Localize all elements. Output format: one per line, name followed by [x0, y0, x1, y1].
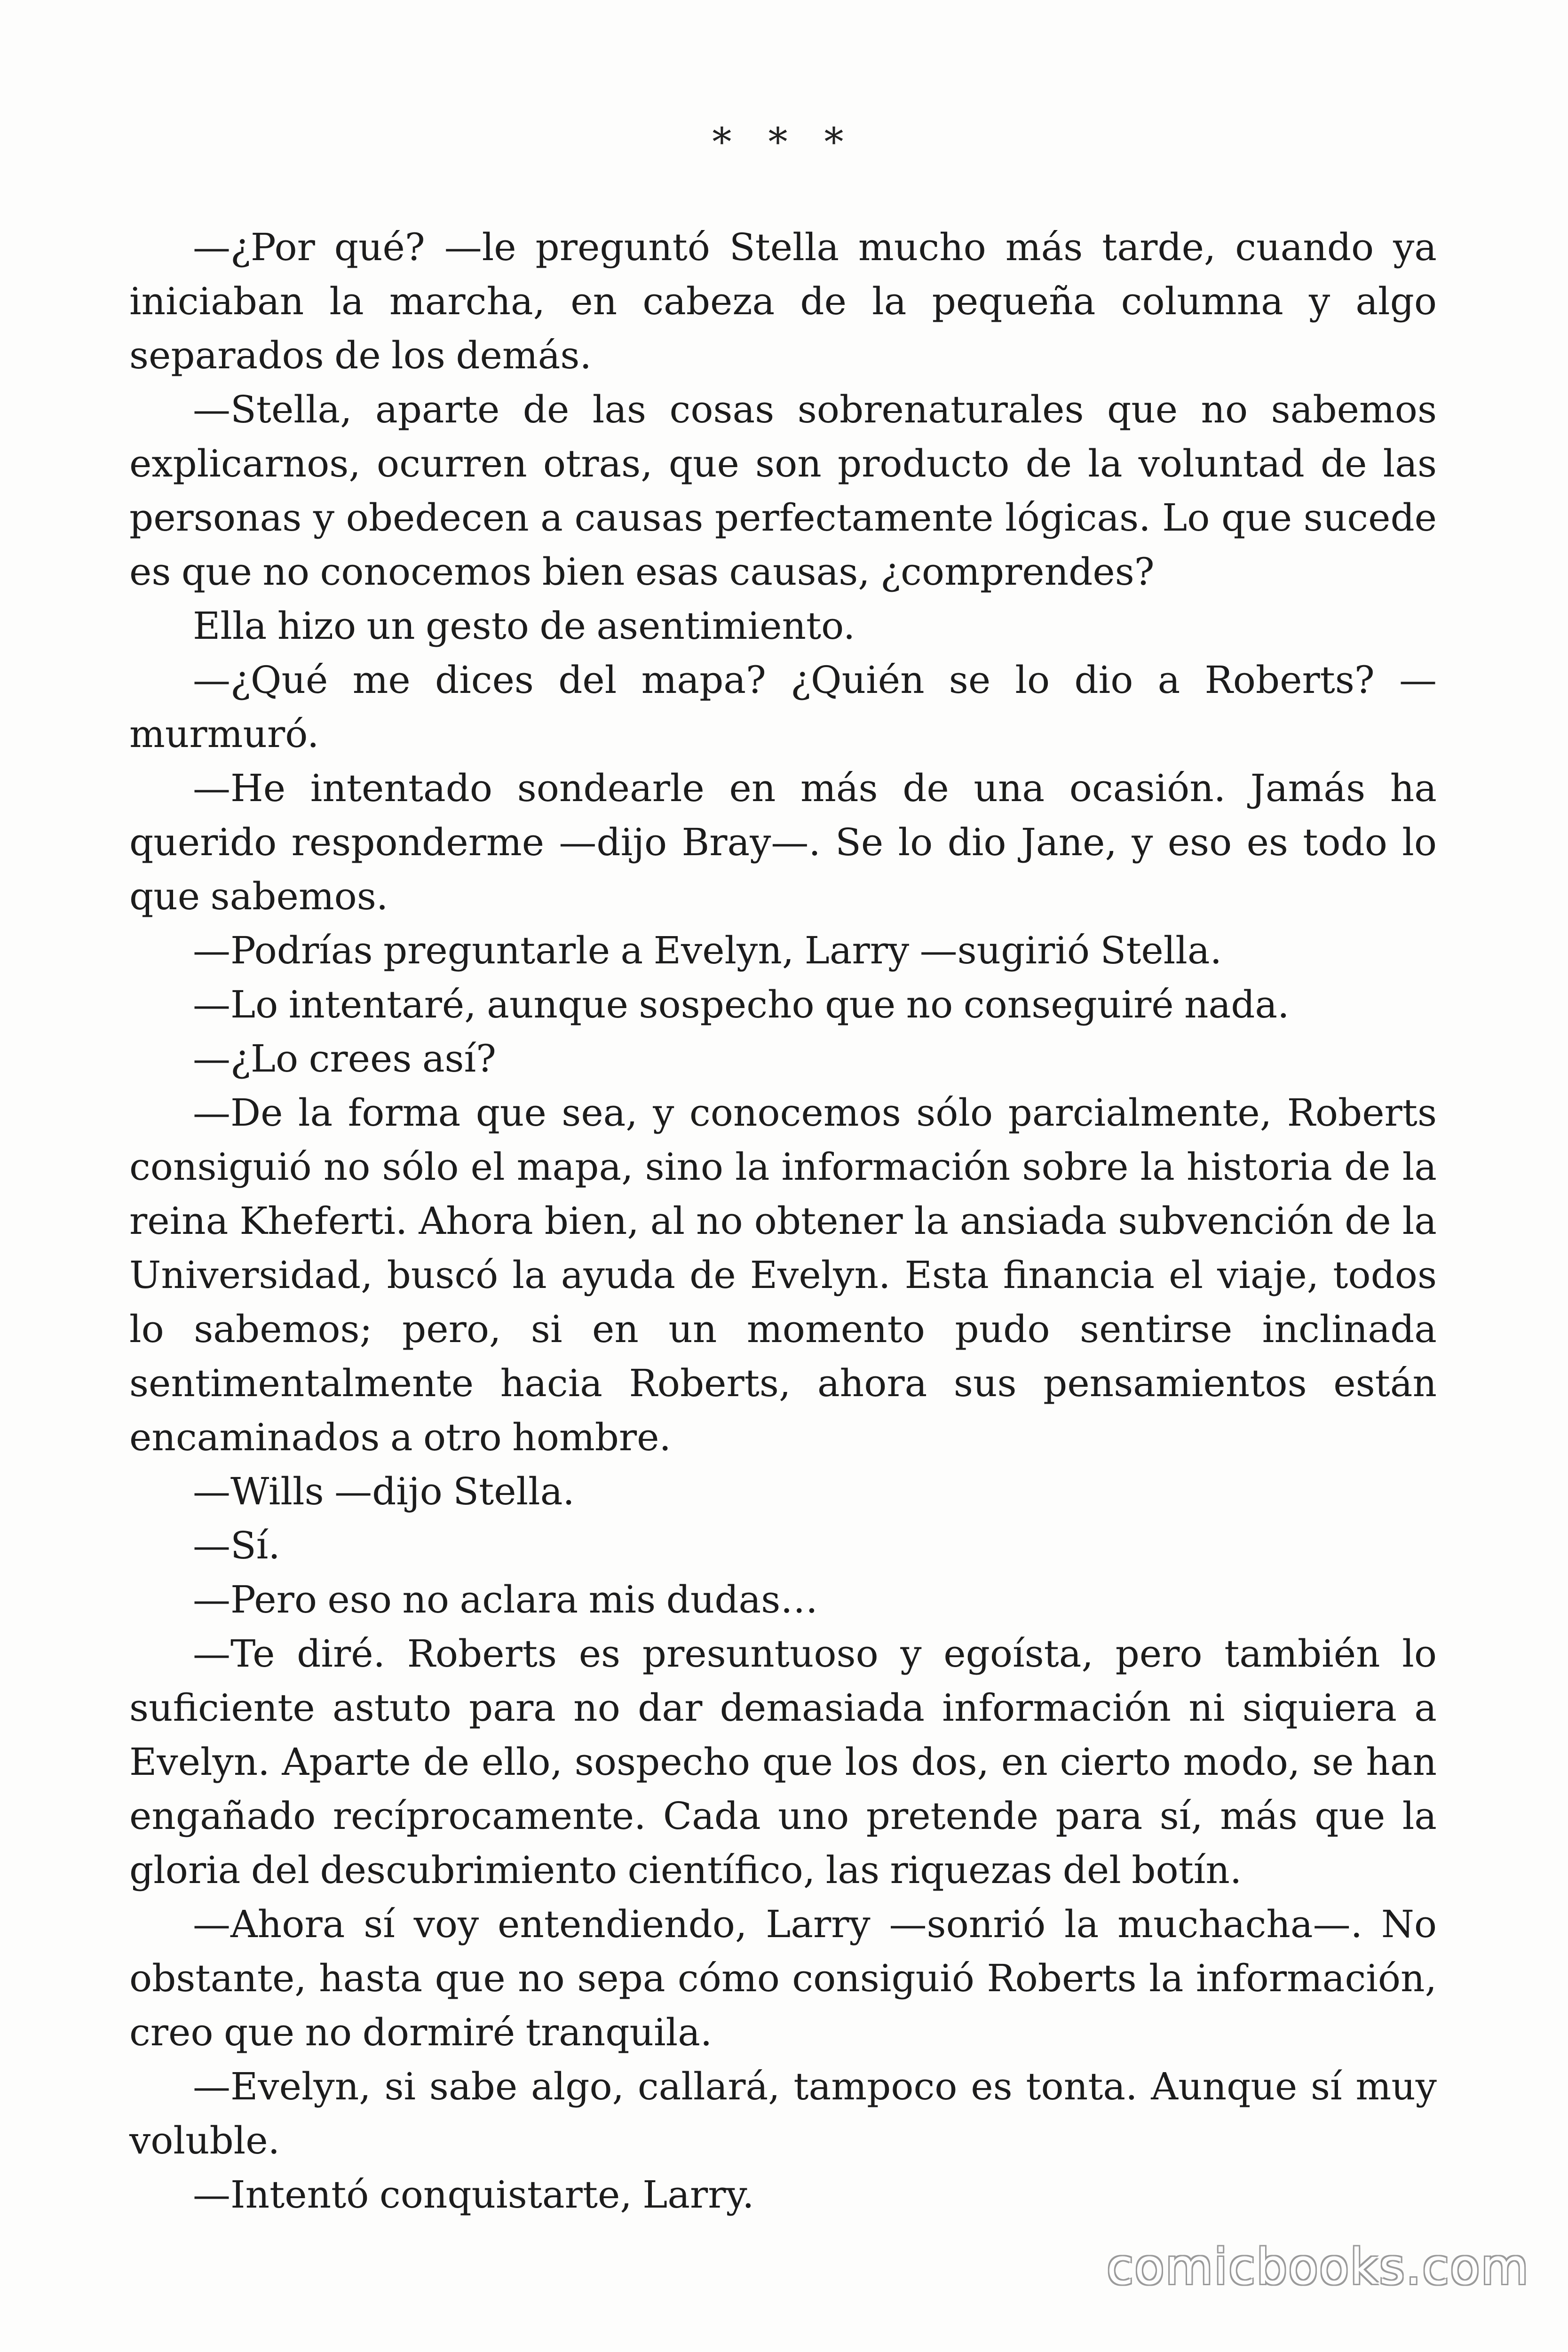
paragraph: —Sí. — [193, 1524, 280, 1567]
paragraph: —Pero eso no aclara mis dudas… — [193, 1578, 818, 1621]
page-text-body — [129, 220, 1437, 2222]
paragraph: —¿Por qué? —le preguntó Stella mucho más tarde, cuando ya iniciaban la marcha, en cabeza de la pequeña columna y algo separados de los demás. — [129, 225, 1437, 377]
paragraph: —Lo intentaré, aunque sospecho que no conseguiré nada. — [193, 983, 1290, 1026]
paragraph: —¿Qué me dices del mapa? ¿Quién se lo dio a Roberts? —murmuró. — [129, 658, 1437, 756]
paragraph: —De la forma que sea, y conocemos sólo parcialmente, Roberts consiguió no sólo el mapa, sino la información sobre la historia de la reina Kheferti. Ahora bien, al no obtener la ansiada subvención de la Universidad, buscó la ayuda de Evelyn. Esta financia el viaje, todos lo sabemos; pero, si en un momento pudo sentirse inclinada sentimentalmente hacia Roberts, ahora sus pensamientos están encaminados a otro hombre. — [129, 1091, 1437, 1459]
paragraph: —Intentó conquistarte, Larry. — [193, 2173, 754, 2217]
section-break-ornament: * * * — [712, 120, 856, 165]
paragraph: —¿Lo crees así? — [193, 1037, 497, 1081]
paragraph: —Ahora sí voy entendiendo, Larry —sonrió la muchacha—. No obstante, hasta que no sepa cómo consiguió Roberts la información, creo que no dormiré tranquila. — [129, 1902, 1437, 2054]
paragraph: —Podrías preguntarle a Evelyn, Larry —sugirió Stella. — [193, 929, 1222, 972]
paragraph: —Stella, aparte de las cosas sobrenaturales que no sabemos explicarnos, ocurren otras, que son producto de la voluntad de las personas y obedecen a causas perfectamente lógicas. Lo que sucede es que no conocemos bien esas causas, ¿comprendes? — [129, 388, 1437, 594]
paragraph: —He intentado sondearle en más de una ocasión. Jamás ha querido responderme —dijo Bray—. Se lo dio Jane, y eso es todo lo que sabemos. — [129, 766, 1437, 918]
paragraph: —Te diré. Roberts es presuntuoso y egoísta, pero también lo suficiente astuto para no dar demasiada información ni siquiera a Evelyn. Aparte de ello, sospecho que los dos, en cierto modo, se han engañado recíprocamente. Cada uno pretende para sí, más que la gloria del descubrimiento científico, las riquezas del botín. — [129, 1632, 1437, 1892]
site-watermark: comicbooks.com — [1106, 2238, 1529, 2296]
paragraph: —Wills —dijo Stella. — [193, 1470, 575, 1513]
paragraph: —Evelyn, si sabe algo, callará, tampoco es tonta. Aunque sí muy voluble. — [129, 2065, 1437, 2162]
paragraph: Ella hizo un gesto de asentimiento. — [193, 604, 855, 648]
